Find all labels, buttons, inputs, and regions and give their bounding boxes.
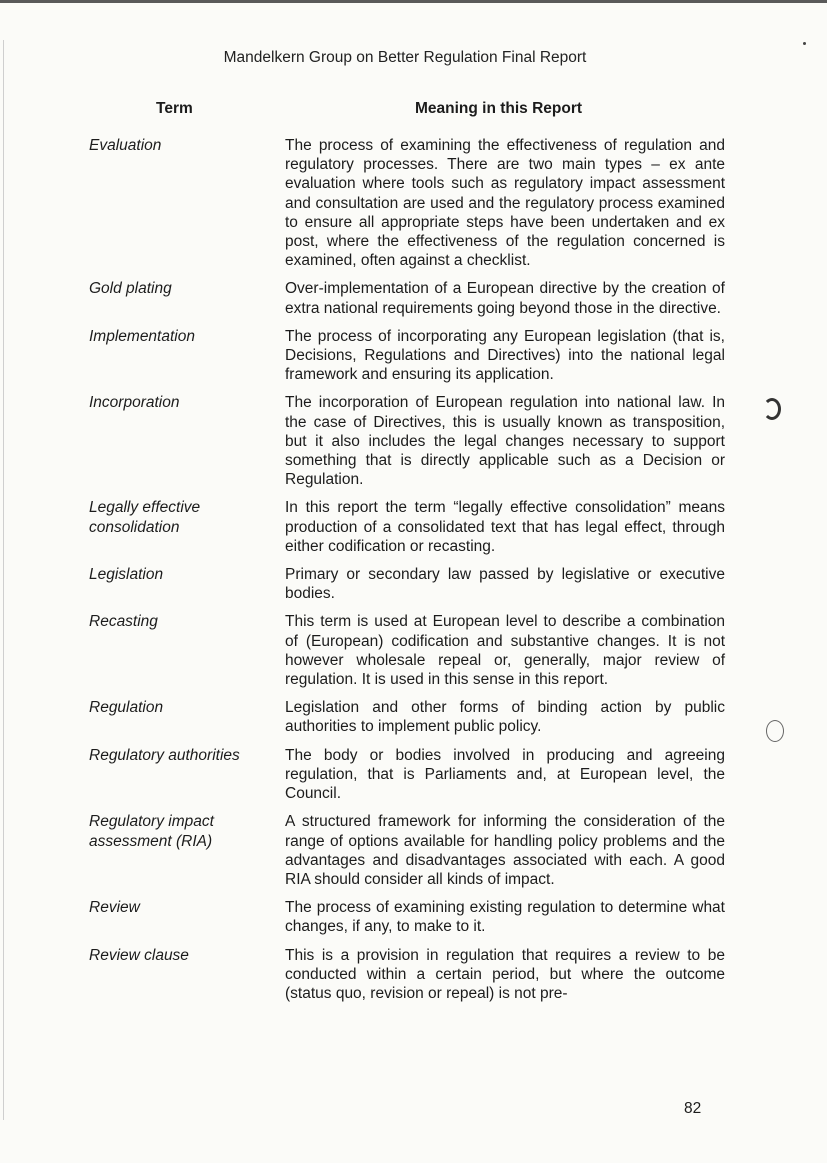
glossary-term: Incorporation <box>89 394 180 412</box>
glossary-row-evaluation <box>89 136 729 270</box>
glossary-row-regulatory-impact-assessment <box>89 812 729 889</box>
glossary-definition: The process of examining the effectiveness of regulation and regulatory processes. There are two main types – ex ante evaluation where tools such as regulatory impact assessment and consultation are used and the regulatory process examined to ensure all appropriate steps have been undertaken and ex post, where the effectiveness of the regulation concerned is examined, often against a checklist. <box>285 137 725 270</box>
glossary-definition: The process of incorporating any European legislation (that is, Decisions, Regulations and Directives) into the national legal framework and ensuring its application. <box>285 327 725 384</box>
glossary-term: Regulation <box>89 699 164 717</box>
glossary-term: Review clause <box>89 946 189 964</box>
glossary-table <box>89 136 729 1012</box>
binder-hole-icon <box>763 398 781 420</box>
glossary-definition: This term is used at European level to describe a combination of (European) codification and substantive changes. It is not however wholesale repeal or, generally, major review of regulation. It is used in this sense in this report. <box>285 613 725 689</box>
glossary-row-legally-effective-consolidation <box>89 498 729 556</box>
scan-edge-left <box>3 40 4 1120</box>
glossary-definition: The body or bodies involved in producing and agreeing regulation, that is Parliaments and, at European level, the Council. <box>285 746 725 803</box>
column-header-term: Term <box>156 100 193 117</box>
glossary-row-review <box>89 898 729 936</box>
glossary-row-regulatory-authorities <box>89 746 729 804</box>
glossary-row-recasting <box>89 612 729 689</box>
binder-hole-icon <box>766 720 784 742</box>
glossary-term: Legally effective consolidation <box>89 499 201 536</box>
column-header-meaning: Meaning in this Report <box>415 100 583 117</box>
scan-edge-top <box>0 0 827 3</box>
glossary-row-implementation <box>89 327 729 385</box>
glossary-definition: Over-implementation of a European directive by the creation of extra national requirements going beyond those in the directive. <box>285 280 725 317</box>
glossary-term: Legislation <box>89 566 164 584</box>
page-header: Mandelkern Group on Better Regulation Final Report <box>223 49 587 66</box>
glossary-term: Regulatory authorities <box>89 746 240 764</box>
glossary-row-legislation <box>89 565 729 603</box>
glossary-definition: In this report the term “legally effective consolidation” means production of a consolidated text that has legal effect, through either codification or recasting. <box>285 499 725 555</box>
page-number: 82 <box>684 1100 702 1117</box>
scan-speck <box>803 42 806 45</box>
glossary-definition: This is a provision in regulation that requires a review to be conducted within a certain period, but where the outcome (status quo, revision or repeal) is not pre- <box>285 946 725 1002</box>
glossary-definition: Legislation and other forms of binding action by public authorities to implement public policy. <box>285 699 725 736</box>
glossary-row-review-clause <box>89 946 729 1004</box>
glossary-definition: Primary or secondary law passed by legislative or executive bodies. <box>285 566 725 603</box>
glossary-definition: The process of examining existing regulation to determine what changes, if any, to make to it. <box>285 899 725 936</box>
glossary-term: Recasting <box>89 613 158 631</box>
glossary-term: Gold plating <box>89 280 172 298</box>
glossary-row-regulation <box>89 698 729 736</box>
glossary-term: Review <box>89 899 140 917</box>
glossary-term: Implementation <box>89 327 195 345</box>
glossary-row-incorporation <box>89 393 729 489</box>
glossary-row-gold-plating <box>89 279 729 317</box>
glossary-term: Evaluation <box>89 137 162 154</box>
glossary-definition: A structured framework for informing the consideration of the range of options available for handling policy problems and the advantages and disadvantages associated with each. A good RIA should consider all kinds of impact. <box>285 813 725 888</box>
glossary-term: Regulatory impact assessment (RIA) <box>89 813 214 850</box>
glossary-definition: The incorporation of European regulation into national law. In the case of Directives, this is usually known as transposition, but it also includes the legal changes necessary to support something that is directly applicable such as a Decision or Regulation. <box>285 394 725 489</box>
